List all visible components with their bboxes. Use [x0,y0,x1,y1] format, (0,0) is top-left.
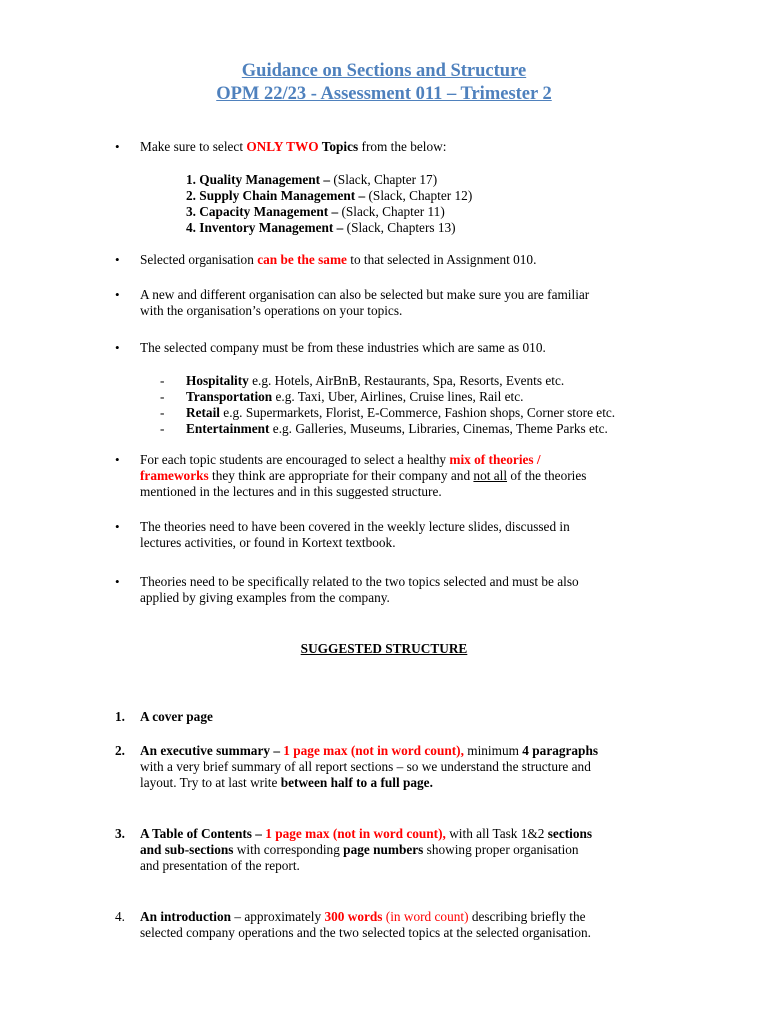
emphasis-bold: between half to a full page. [280,775,433,790]
text: with all Task 1&2 [445,826,548,841]
emphasis-underline: not all [473,468,508,483]
topic-name: 1. Quality Management – [186,172,331,187]
structure-item-table-of-contents [115,826,695,874]
text: they think are appropriate for their company and [208,468,474,483]
topic-reference: (Slack, Chapter 11) [338,204,445,219]
text-line [140,826,695,842]
dash-marker: - [160,389,165,404]
topic-item [186,204,626,220]
industry-examples: e.g. Supermarkets, Florist, E-Commerce, Fashion shops, Corner store etc. [219,405,616,420]
section-heading: SUGGESTED STRUCTURE [300,641,468,656]
bullet-marker: • [115,340,120,355]
industry-examples: e.g. Hotels, AirBnB, Restaurants, Spa, Resorts, Events etc. [248,373,565,388]
topic-reference: (Slack, Chapter 12) [365,188,473,203]
text: For each topic students are encouraged to select a healthy [140,452,450,467]
topic-name: 2. Supply Chain Management – [186,188,366,203]
text: to that selected in Assignment 010. [346,252,537,267]
emphasis-red: 300 words [324,909,383,924]
emphasis-red: frameworks [140,468,209,483]
dash-marker: - [160,421,165,436]
bullet-marker: • [115,252,120,267]
text: Selected organisation [140,252,258,267]
text: from the below: [358,139,447,154]
structure-item-cover-page [115,709,695,725]
item-title: A Table of Contents – [140,826,262,841]
topic-reference: (Slack, Chapter 17) [330,172,438,187]
emphasis-bold: 4 paragraphs [522,743,599,758]
emphasis-red: 1 page max (not in word count), [279,743,464,758]
text: layout. Try to at last write [140,775,281,790]
emphasis-red: (in word count) [382,909,469,924]
industry-examples: e.g. Taxi, Uber, Airlines, Cruise lines, Rail etc. [272,389,524,404]
topic-item [186,172,626,188]
bullet-new-organisation [115,287,675,319]
emphasis-bold: page numbers [343,842,424,857]
industry-item [160,373,680,389]
topic-item [186,188,626,204]
emphasis-red: ONLY TWO [246,139,319,154]
structure-item-introduction [115,909,695,941]
bullet-mix-of-theories [115,452,675,500]
bullet-marker: • [115,519,120,534]
text: The selected company must be from these industries which are same as 010. [140,340,546,355]
industry-item [160,421,680,437]
dash-marker: - [160,373,165,388]
text: with corresponding [233,842,344,857]
text-line [140,842,695,858]
item-title: An introduction [140,909,232,924]
bullet-theories-related [115,574,675,606]
text: showing proper organisation [423,842,579,857]
bullet-industries [115,340,675,356]
text: – approximately [231,909,325,924]
item-title: An executive summary – [140,743,280,758]
bullet-marker: • [115,287,120,302]
title-line-2: OPM 22/23 - Assessment 011 – Trimester 2 [216,84,552,104]
industry-name: Entertainment [186,421,270,436]
text-line [140,909,695,925]
bullet-same-organisation [115,252,675,268]
text-line: lectures activities, or found in Kortext textbook. [140,535,396,550]
item-number: 2. [115,743,125,758]
text-line: The theories need to have been covered in the weekly lecture slides, discussed in [140,519,570,534]
industry-examples: e.g. Galleries, Museums, Libraries, Cinemas, Theme Parks etc. [269,421,608,436]
text-line: applied by giving examples from the company. [140,590,390,605]
dash-marker: - [160,405,165,420]
industry-name: Hospitality [186,373,249,388]
topic-item [186,220,626,236]
text-line: with a very brief summary of all report sections – so we understand the structure and [140,759,591,774]
bullet-marker: • [115,452,120,467]
item-number: 3. [115,826,125,841]
text-line [140,452,675,468]
topic-name: 3. Capacity Management – [186,204,339,219]
item-number: 1. [115,709,125,724]
topics-list [186,172,626,236]
item-number: 4. [115,909,125,924]
industry-item [160,405,680,421]
text-line [140,743,695,759]
emphasis-bold: Topics [318,139,359,154]
text-line [140,775,695,791]
emphasis-bold: and sub-sections [140,842,234,857]
text-line: A new and different organisation can also be selected but make sure you are familiar [140,287,590,302]
text-line: Theories need to be specifically related to the two topics selected and must be also [140,574,579,589]
text: describing briefly the [468,909,586,924]
industry-item [160,389,680,405]
topic-name: 4. Inventory Management – [186,220,344,235]
emphasis-red: can be the same [257,252,347,267]
structure-item-executive-summary [115,743,695,791]
text: Make sure to select [140,139,247,154]
text-line [140,468,675,484]
text-line: selected company operations and the two selected topics at the selected organisation. [140,925,591,940]
emphasis-red: mix of theories / [449,452,541,467]
industry-name: Retail [186,405,220,420]
industries-list [160,373,680,437]
text-line: with the organisation’s operations on your topics. [140,303,403,318]
text: of the theories [507,468,587,483]
text-line: and presentation of the report. [140,858,300,873]
emphasis-red: 1 page max (not in word count), [261,826,446,841]
text: minimum [463,743,523,758]
bullet-theories-covered [115,519,675,551]
bullet-marker: • [115,574,120,589]
emphasis-bold: sections [547,826,593,841]
bullet-select-topics [115,139,675,155]
item-title: A cover page [140,709,213,724]
bullet-marker: • [115,139,120,154]
text-line: mentioned in the lectures and in this suggested structure. [140,484,442,499]
topic-reference: (Slack, Chapters 13) [343,220,456,235]
title-line-1: Guidance on Sections and Structure [241,61,527,81]
industry-name: Transportation [186,389,273,404]
document-title [0,60,768,106]
